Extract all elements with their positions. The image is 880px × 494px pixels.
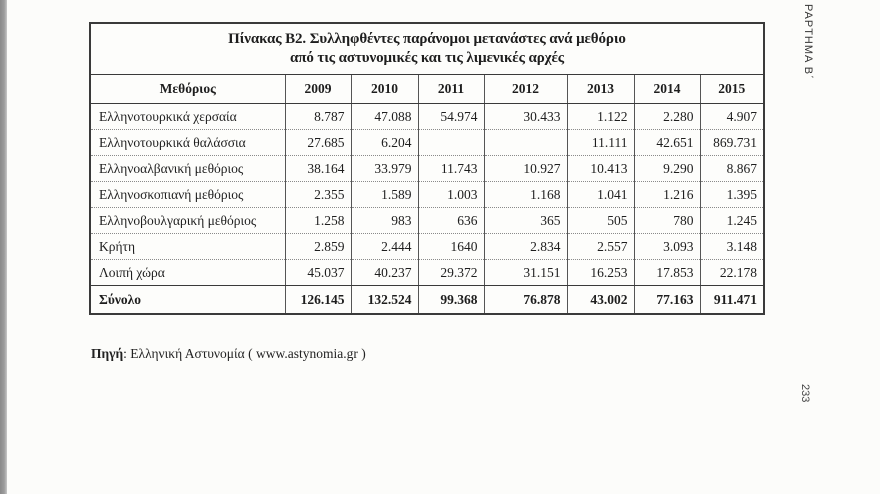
- cell: 8.787: [285, 104, 351, 130]
- table-row: [91, 130, 763, 156]
- row-label: Ελληνοτουρκικά χερσαία: [91, 104, 285, 130]
- total-cell: 77.163: [634, 286, 700, 314]
- cell: 3.148: [700, 234, 763, 260]
- row-label: Ελληνοτουρκικά θαλάσσια: [91, 130, 285, 156]
- migrants-table: [89, 22, 765, 315]
- cell: 22.178: [700, 260, 763, 286]
- header-2013: 2013: [567, 75, 634, 104]
- cell: 1.041: [567, 182, 634, 208]
- cell: 11.743: [418, 156, 484, 182]
- cell: 38.164: [285, 156, 351, 182]
- cell: 47.088: [351, 104, 418, 130]
- cell: 1640: [418, 234, 484, 260]
- row-label: Ελληνοβουλγαρική μεθόριος: [91, 208, 285, 234]
- cell: 2.444: [351, 234, 418, 260]
- table-row: [91, 156, 763, 182]
- header-2009: 2009: [285, 75, 351, 104]
- cell: 869.731: [700, 130, 763, 156]
- header-2015: 2015: [700, 75, 763, 104]
- total-label: Σύνολο: [99, 291, 141, 307]
- total-cell: 99.368: [418, 286, 484, 314]
- scan-edge-shadow: [0, 0, 7, 494]
- cell: 1.258: [285, 208, 351, 234]
- total-cell: 132.524: [351, 286, 418, 314]
- total-cell: 43.002: [567, 286, 634, 314]
- table-row: [91, 208, 763, 234]
- cell: 40.237: [351, 260, 418, 286]
- row-label: Λοιπή χώρα: [91, 260, 285, 286]
- cell: 1.216: [634, 182, 700, 208]
- cell: 1.395: [700, 182, 763, 208]
- cell: 10.413: [567, 156, 634, 182]
- cell: 780: [634, 208, 700, 234]
- header-2012: 2012: [484, 75, 567, 104]
- cell: 11.111: [567, 130, 634, 156]
- total-row: [91, 286, 763, 314]
- cell: 1.003: [418, 182, 484, 208]
- cell: 365: [484, 208, 567, 234]
- row-label: Κρήτη: [91, 234, 285, 260]
- cell: 17.853: [634, 260, 700, 286]
- row-label: Ελληνοαλβανική μεθόριος: [91, 156, 285, 182]
- cell: 16.253: [567, 260, 634, 286]
- table-title-line-2: από τις αστυνομικές και τις λιμενικές αρχές: [289, 50, 565, 66]
- cell: 6.204: [351, 130, 418, 156]
- cell: 27.685: [285, 130, 351, 156]
- cell: 1.122: [567, 104, 634, 130]
- cell: 9.290: [634, 156, 700, 182]
- table-row: [91, 260, 763, 286]
- cell: 29.372: [418, 260, 484, 286]
- cell: [484, 130, 567, 156]
- cell: 1.589: [351, 182, 418, 208]
- cell: 10.927: [484, 156, 567, 182]
- cell: 45.037: [285, 260, 351, 286]
- cell: 54.974: [418, 104, 484, 130]
- cell: 1.168: [484, 182, 567, 208]
- total-cell: 911.471: [700, 286, 763, 314]
- header-border: Μεθόριος: [91, 75, 285, 104]
- source-note: [91, 346, 366, 362]
- row-label: Ελληνοσκοπιανή μεθόριος: [91, 182, 285, 208]
- header-row: [91, 75, 763, 104]
- table-row: [91, 182, 763, 208]
- header-2014: 2014: [634, 75, 700, 104]
- cell: 2.355: [285, 182, 351, 208]
- table-row: [91, 234, 763, 260]
- table-title-line-1: Πίνακας Β2. Συλληφθέντες παράνομοι μετανάστες ανά μεθόριο: [228, 31, 626, 47]
- cell: [418, 130, 484, 156]
- table-title: [91, 24, 763, 75]
- cell: 2.280: [634, 104, 700, 130]
- cell: 505: [567, 208, 634, 234]
- cell: 983: [351, 208, 418, 234]
- total-cell: 126.145: [285, 286, 351, 314]
- source-label: Πηγή: [91, 346, 124, 361]
- cell: 1.245: [700, 208, 763, 234]
- table-row: [91, 104, 763, 130]
- total-cell: 76.878: [484, 286, 567, 314]
- cell: 30.433: [484, 104, 567, 130]
- cell: 2.859: [285, 234, 351, 260]
- source-text: : Ελληνική Αστυνομία ( www.astynomia.gr ): [123, 346, 366, 361]
- cell: 42.651: [634, 130, 700, 156]
- cell: 8.867: [700, 156, 763, 182]
- cell: 636: [418, 208, 484, 234]
- cell: 2.557: [567, 234, 634, 260]
- cell: 4.907: [700, 104, 763, 130]
- cell: 3.093: [634, 234, 700, 260]
- cell: 33.979: [351, 156, 418, 182]
- appendix-side-heading: ΡΑΡΤΗΜΑ Β΄: [802, 4, 814, 80]
- header-2011: 2011: [418, 75, 484, 104]
- cell: 2.834: [484, 234, 567, 260]
- header-2010: 2010: [351, 75, 418, 104]
- cell: 31.151: [484, 260, 567, 286]
- data-table: [91, 75, 763, 313]
- page-number: 233: [799, 384, 811, 403]
